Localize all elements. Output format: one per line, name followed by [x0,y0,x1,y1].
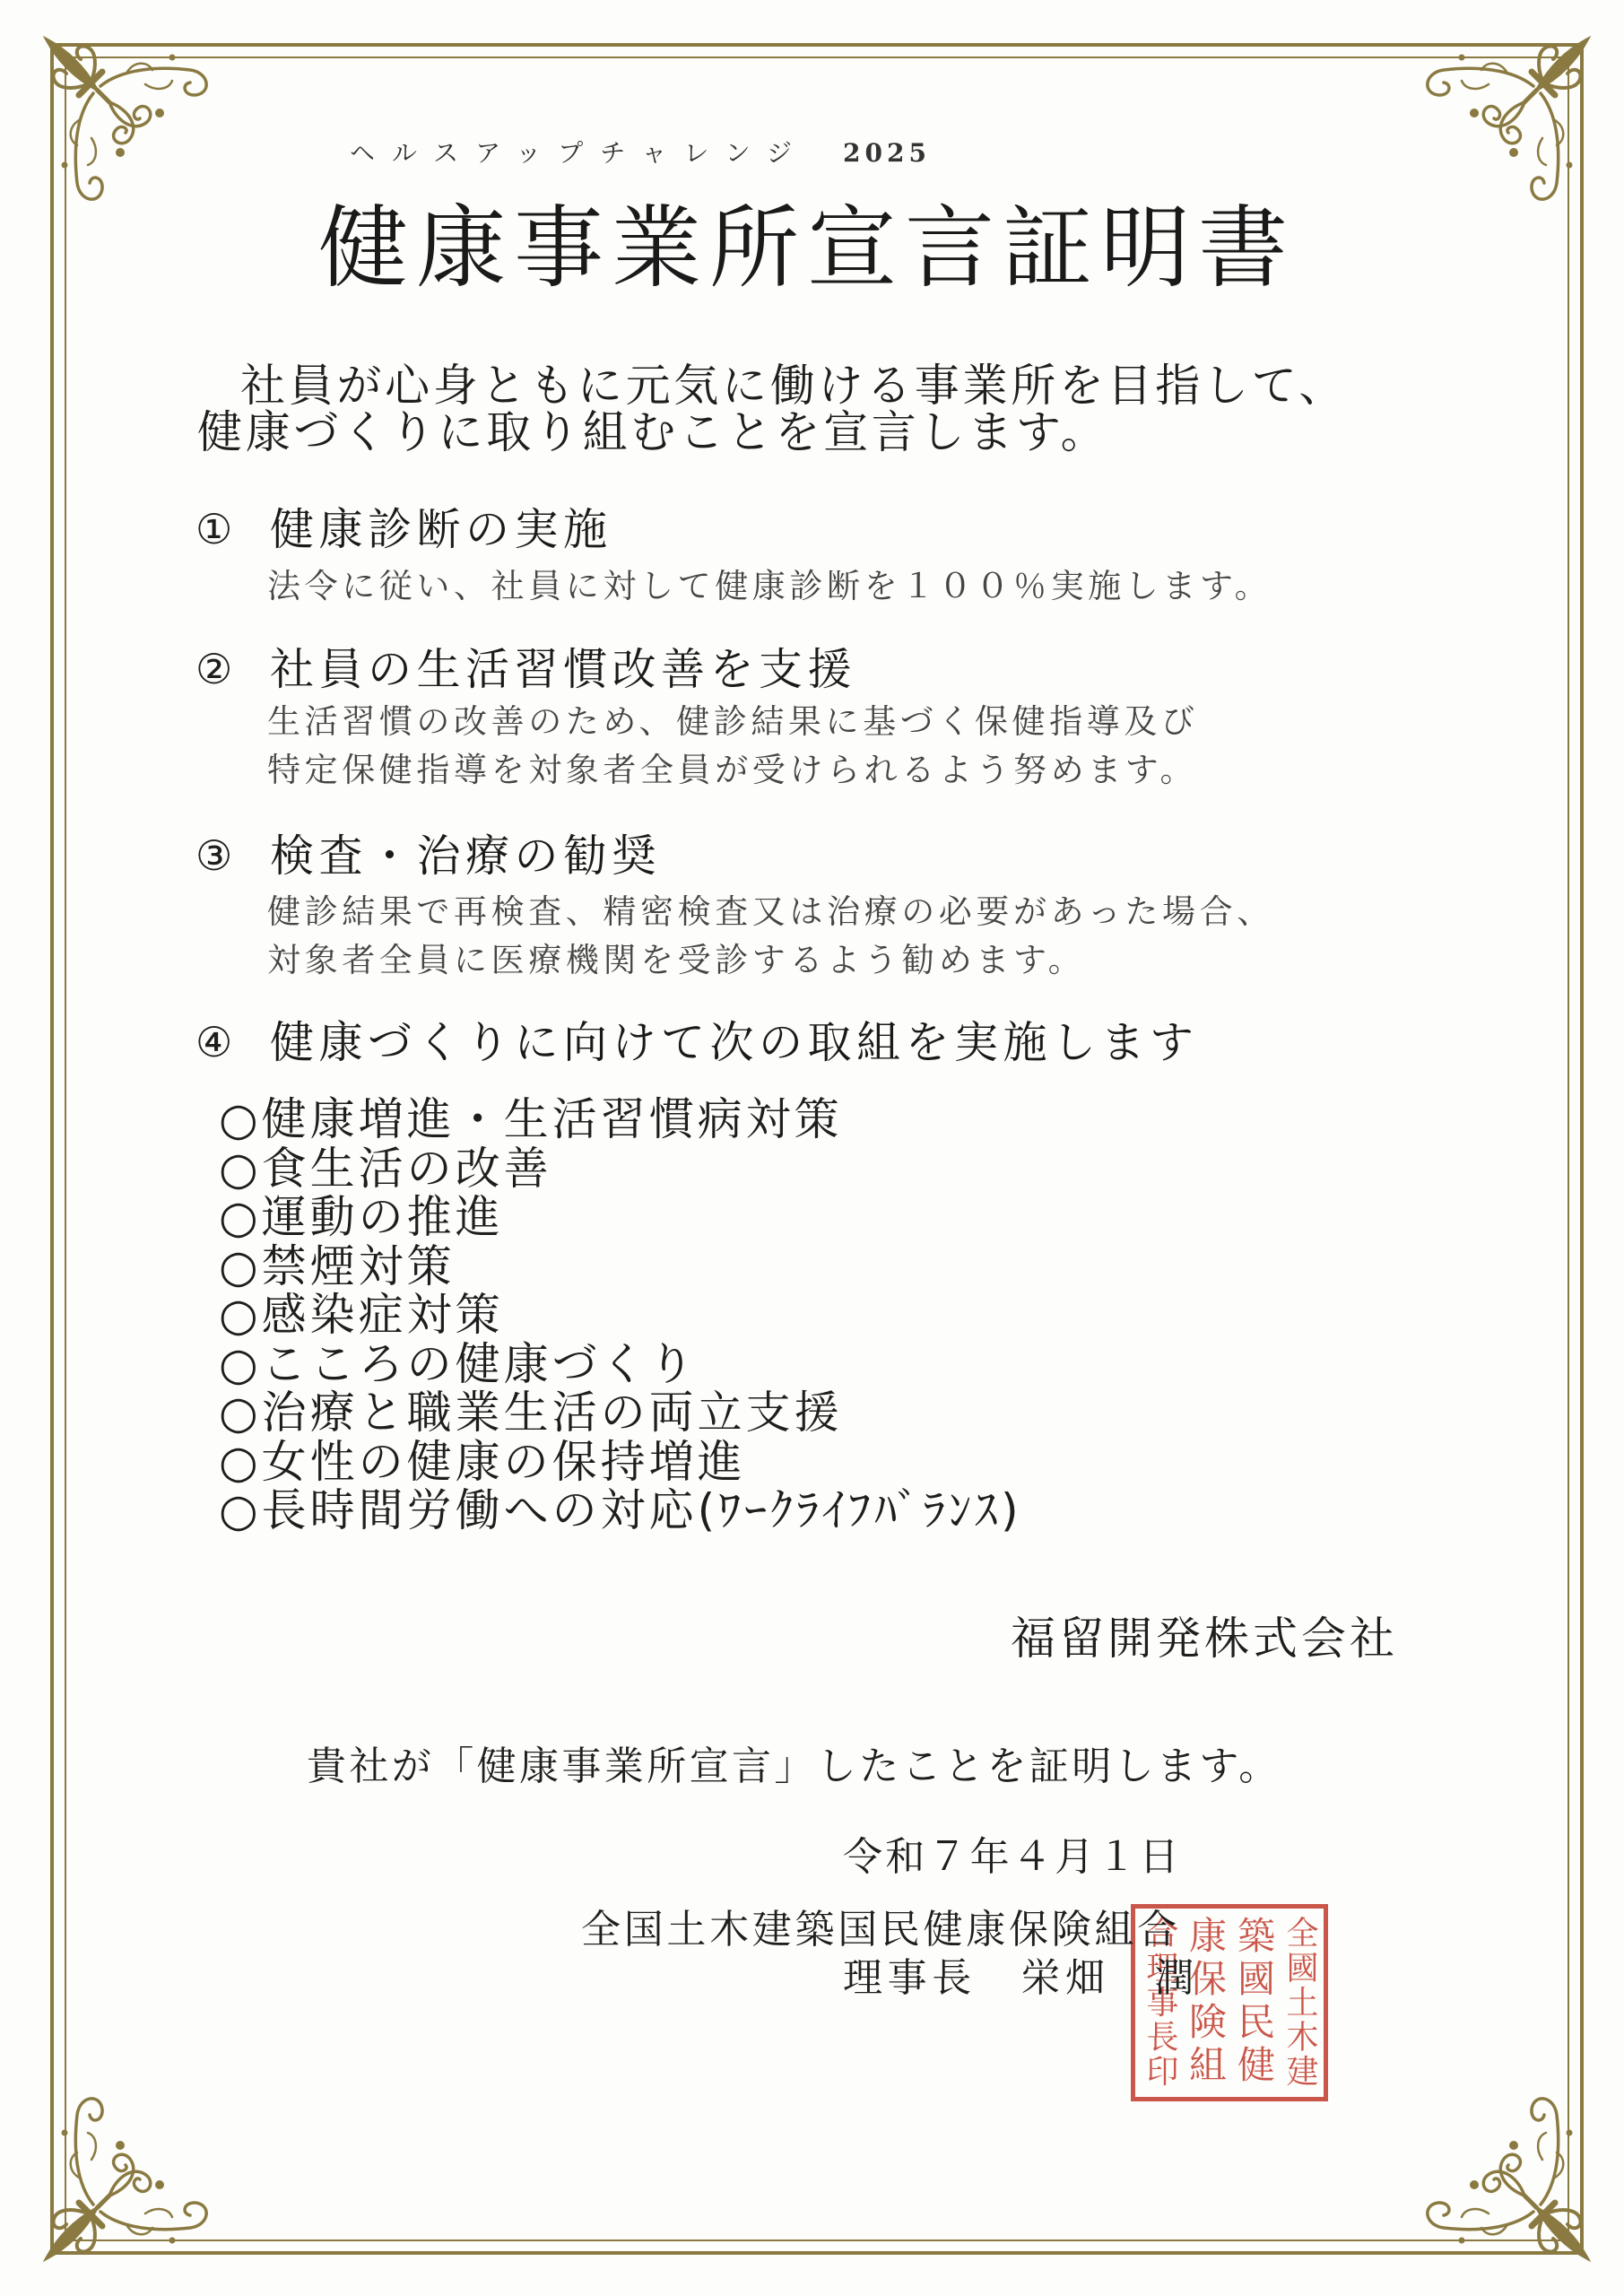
section-3-heading: 検査・治療の勧奨 [270,831,662,882]
initiative-item: ○こころの健康づくり [219,1337,698,1390]
initiative-item: ○治療と職業生活の両立支援 [219,1387,843,1439]
seal-column: 合理事長印 [1142,1916,1178,2089]
seal-column: 築國民健 [1232,1916,1276,2088]
section-1-number: ① [195,505,233,553]
initiatives-list [219,1095,1022,1535]
intro-line: 社員が心身ともに元気に働ける事業所を目指して、 [240,360,1348,412]
initiative-item: ○健康増進・生活習慣病対策 [219,1093,843,1145]
issuer-organization: 全国土木建築国民健康保険組合 [581,1907,1180,1952]
section-3-body-line: 健診結果で再検査、精密検査又は治療の必要があった場合、 [267,892,1274,931]
program-year: 2025 [843,138,931,168]
issue-date: 令和７年４月１日 [843,1834,1182,1880]
initiative-item: ○運動の推進 [219,1191,504,1243]
section-2-body-line: 生活習慣の改善のため、健診結果に基づく保健指導及び [267,702,1199,741]
initiative-item: ○禁煙対策 [219,1239,456,1292]
section-1-heading: 健康診断の実施 [270,504,612,555]
seal-column: 全國土木建 [1281,1916,1318,2089]
section-3-body-line: 対象者全員に医療機関を受診するよう勧めます。 [267,941,1086,979]
certificate-title: 健康事業所宣言証明書 [318,196,1296,300]
initiative-item: ○感染症対策 [219,1289,504,1341]
corner-ornament-bottom-left [38,2088,217,2267]
corner-ornament-top-left [38,30,217,210]
program-name: ヘルスアップチャレンジ [350,138,809,168]
section-2-body-line: 特定保健指導を対象者全員が受けられるよう努めます。 [267,751,1198,789]
certification-statement: 貴社が「健康事業所宣言」したことを証明します。 [307,1744,1281,1789]
section-4-number: ④ [195,1018,233,1066]
section-4-heading: 健康づくりに向けて次の取組を実施します [270,1017,1199,1068]
intro-line: 健康づくりに取り組むことを宣言します。 [197,406,1109,458]
section-2-heading: 社員の生活習慣改善を支援 [270,644,857,695]
seal-column: 康保険組 [1184,1916,1228,2088]
company-name: 福留開発株式会社 [1011,1613,1398,1665]
corner-ornament-top-right [1417,30,1596,210]
section-3-number: ③ [195,831,233,880]
section-2-number: ② [195,645,233,693]
initiative-item: ○女性の健康の保持増進 [219,1435,746,1488]
corner-ornament-bottom-right [1417,2088,1596,2267]
issuer-signatory: 理事長 栄畑 潤 [843,1955,1199,2001]
initiative-item: ○長時間労働への対応(ﾜｰｸﾗｲﾌﾊﾞﾗﾝｽ) [219,1484,1022,1536]
initiative-item: ○食生活の改善 [219,1142,552,1195]
section-1-body-line: 法令に従い、社員に対して健康診断を１００％実施します。 [267,567,1272,605]
